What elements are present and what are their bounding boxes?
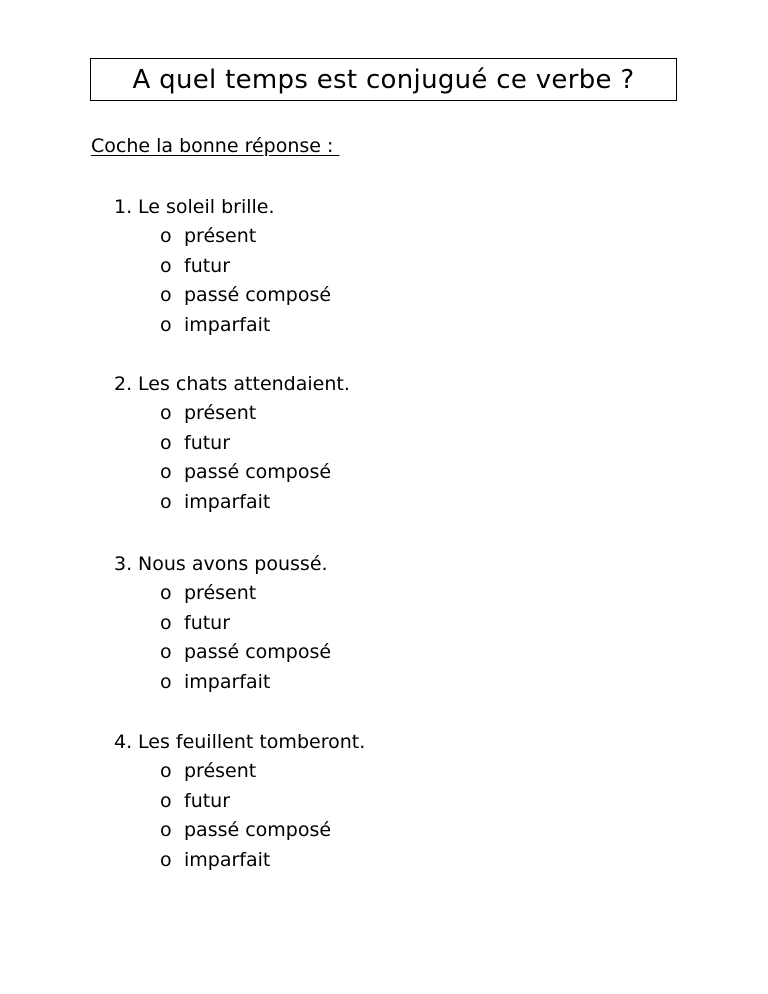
checkbox-bullet-icon[interactable]: o <box>160 819 172 841</box>
question-sentence: Les feuillent tomberont. <box>138 731 366 753</box>
option-label: présent <box>184 582 257 604</box>
option-label: présent <box>184 760 257 782</box>
checkbox-bullet-icon[interactable]: o <box>160 490 172 513</box>
option-passe-compose[interactable] <box>114 816 534 846</box>
question-4 <box>114 728 534 875</box>
option-label: passé composé <box>184 461 332 483</box>
option-imparfait[interactable] <box>114 846 534 876</box>
title-box <box>90 58 677 101</box>
question-1 <box>114 193 534 340</box>
option-passe-compose[interactable] <box>114 281 534 311</box>
checkbox-bullet-icon[interactable]: o <box>160 254 172 277</box>
question-2 <box>114 370 534 517</box>
checkbox-bullet-icon[interactable]: o <box>160 225 172 247</box>
checkbox-bullet-icon[interactable]: o <box>160 641 172 663</box>
checkbox-bullet-icon[interactable]: o <box>160 313 172 336</box>
option-label: passé composé <box>184 641 332 663</box>
page-title: A quel temps est conjugué ce verbe ? <box>132 64 635 95</box>
question-3 <box>114 550 534 697</box>
question-line <box>114 193 534 222</box>
option-passe-compose[interactable] <box>114 638 534 668</box>
checkbox-bullet-icon[interactable]: o <box>160 760 172 782</box>
checkbox-bullet-icon[interactable]: o <box>160 848 172 871</box>
option-label: futur <box>184 254 231 277</box>
option-label: imparfait <box>184 848 271 871</box>
option-present[interactable] <box>114 222 534 252</box>
question-number: 2. <box>114 373 133 395</box>
question-number: 4. <box>114 731 133 753</box>
checkbox-bullet-icon[interactable]: o <box>160 461 172 483</box>
checkbox-bullet-icon[interactable]: o <box>160 582 172 604</box>
question-line <box>114 370 534 399</box>
option-label: imparfait <box>184 490 271 513</box>
option-imparfait[interactable] <box>114 311 534 341</box>
option-label: présent <box>184 402 257 424</box>
checkbox-bullet-icon[interactable]: o <box>160 284 172 306</box>
question-number: 3. <box>114 553 133 575</box>
question-sentence: Nous avons poussé. <box>138 553 328 575</box>
question-line <box>114 728 534 757</box>
option-label: imparfait <box>184 670 271 693</box>
option-passe-compose[interactable] <box>114 458 534 488</box>
option-label: passé composé <box>184 284 332 306</box>
option-present[interactable] <box>114 399 534 429</box>
checkbox-bullet-icon[interactable]: o <box>160 431 172 454</box>
checkbox-bullet-icon[interactable]: o <box>160 789 172 812</box>
option-label: imparfait <box>184 313 271 336</box>
option-label: futur <box>184 431 231 454</box>
checkbox-bullet-icon[interactable]: o <box>160 611 172 634</box>
question-line <box>114 550 534 579</box>
option-imparfait[interactable] <box>114 668 534 698</box>
instruction-text: Coche la bonne réponse : <box>91 135 340 157</box>
option-futur[interactable] <box>114 429 534 459</box>
option-present[interactable] <box>114 579 534 609</box>
option-futur[interactable] <box>114 252 534 282</box>
checkbox-bullet-icon[interactable]: o <box>160 402 172 424</box>
question-sentence: Le soleil brille. <box>138 196 275 218</box>
option-label: présent <box>184 225 257 247</box>
question-number: 1. <box>114 196 133 218</box>
option-imparfait[interactable] <box>114 488 534 518</box>
option-label: futur <box>184 789 231 812</box>
option-label: passé composé <box>184 819 332 841</box>
option-present[interactable] <box>114 757 534 787</box>
checkbox-bullet-icon[interactable]: o <box>160 670 172 693</box>
option-futur[interactable] <box>114 787 534 817</box>
option-futur[interactable] <box>114 609 534 639</box>
option-label: futur <box>184 611 231 634</box>
question-sentence: Les chats attendaient. <box>138 373 350 395</box>
